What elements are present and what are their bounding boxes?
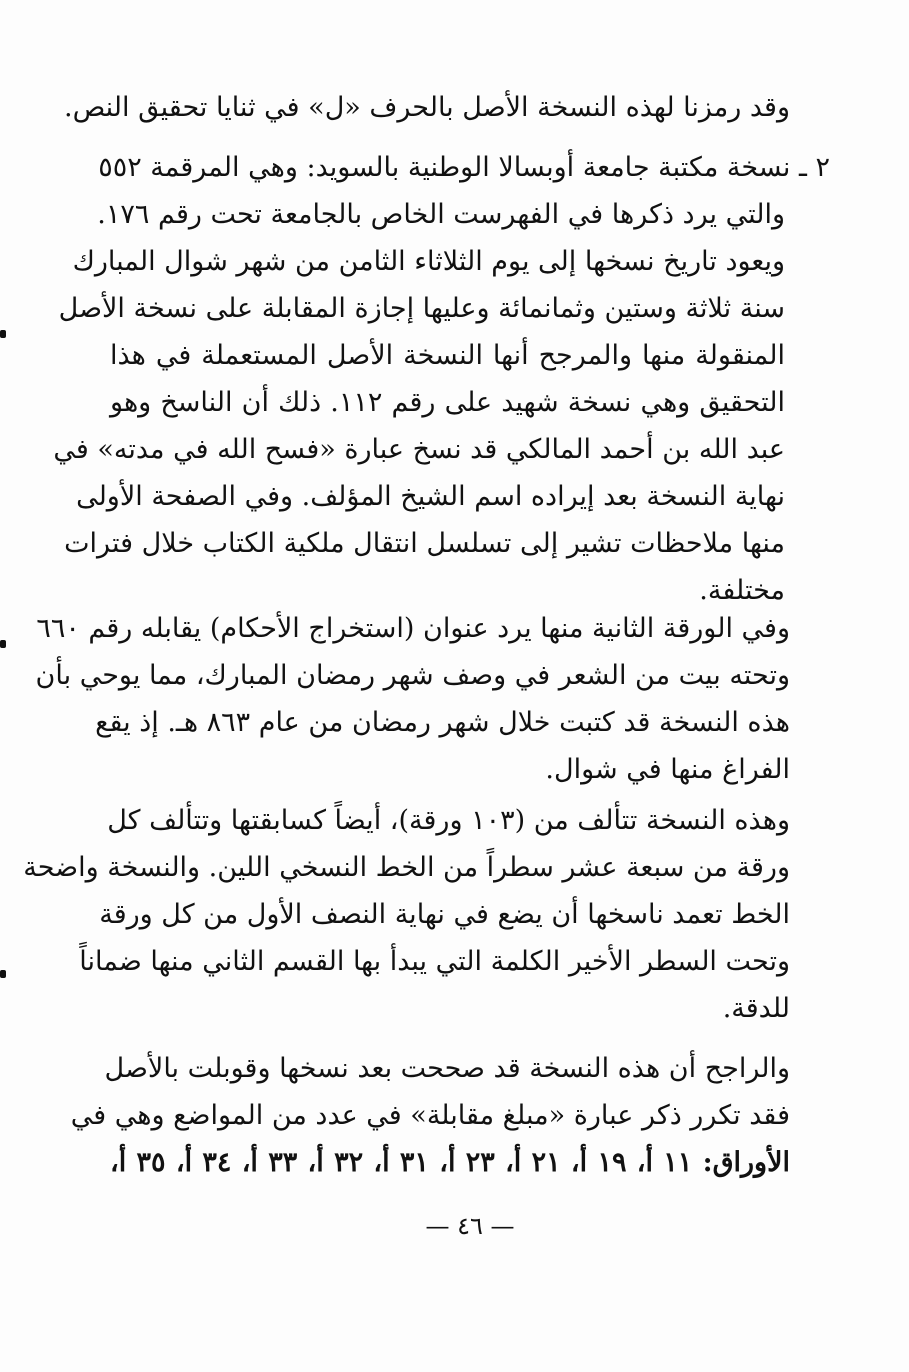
text-line: وهذه النسخة تتألف من (١٠٣ ورقة)، أيضاً كسابقتها وتتألف كل — [107, 805, 790, 836]
text-line: مختلفة. — [699, 575, 785, 606]
text-line: التحقيق وهي نسخة شهيد على رقم ١١٢. ذلك أن الناسخ وهو — [110, 387, 785, 418]
text-line: الفراغ منها في شوال. — [545, 754, 790, 785]
margin-mark — [0, 970, 6, 978]
text-line: الأوراق: ١١ أ، ١٩ أ، ٢١ أ، ٢٣ أ، ٣١ أ، ٣٢ أ، ٣٣ أ، ٣٤ أ، ٣٥ أ، — [110, 1147, 790, 1178]
text-line: نهاية النسخة بعد إيراده اسم الشيخ المؤلف. وفي الصفحة الأولى — [76, 481, 785, 512]
text-line: منها ملاحظات تشير إلى تسلسل انتقال ملكية الكتاب خلال فترات — [64, 528, 785, 559]
text-line: وتحته بيت من الشعر في وصف شهر رمضان المبارك، مما يوحي بأن — [35, 660, 790, 691]
margin-mark — [0, 640, 6, 648]
text-line: وفي الورقة الثانية منها يرد عنوان (استخراج الأحكام) يقابله رقم ٦٦٠ — [36, 613, 790, 644]
text-line: المنقولة منها والمرجح أنها النسخة الأصل المستعملة في هذا — [110, 340, 785, 371]
text-line: ٢ ـ نسخة مكتبة جامعة أوبسالا الوطنية بالسويد: وهي المرقمة ٥٥٢ — [98, 152, 830, 183]
intro-paragraph — [64, 84, 790, 131]
text-line: والتي يرد ذكرها في الفهرست الخاص بالجامعة تحت رقم ١٧٦. — [97, 199, 785, 230]
paragraph-manuscript-uppsala — [53, 144, 830, 614]
text-line: للدقة. — [722, 993, 790, 1024]
text-line: وتحت السطر الأخير الكلمة التي يبدأ بها القسم الثاني منها ضماناً — [79, 946, 790, 977]
page-number: — ٤٦ — — [425, 1212, 515, 1240]
text-line: سنة ثلاثة وستين وثمانمائة وعليها إجازة المقابلة على نسخة الأصل — [58, 293, 785, 324]
text-line: وقد رمزنا لهذه النسخة الأصل بالحرف «ل» في ثنايا تحقيق النص. — [64, 92, 790, 123]
text-line: ويعود تاريخ نسخها إلى يوم الثلاثاء الثامن من شهر شوال المبارك — [72, 246, 785, 277]
text-line: عبد الله بن أحمد المالكي قد نسخ عبارة «فسح الله في مدته» في — [53, 434, 785, 465]
text-line: ورقة من سبعة عشر سطراً من الخط النسخي اللين. والنسخة واضحة — [23, 852, 790, 883]
paragraph-leaf-count — [23, 797, 790, 1032]
paragraph-collation — [70, 1045, 790, 1186]
text-line: هذه النسخة قد كتبت خلال شهر رمضان من عام ٨٦٣ هـ. إذ يقع — [95, 707, 790, 738]
text-line: الخط تعمد ناسخها أن يضع في نهاية النصف الأول من كل ورقة — [99, 899, 790, 930]
text-line: والراجح أن هذه النسخة قد صححت بعد نسخها وقوبلت بالأصل — [104, 1053, 790, 1084]
paragraph-second-leaf — [35, 605, 790, 793]
text-line: فقد تكرر ذكر عبارة «مبلغ مقابلة» في عدد من المواضع وهي في — [70, 1100, 790, 1131]
margin-mark — [0, 330, 6, 338]
